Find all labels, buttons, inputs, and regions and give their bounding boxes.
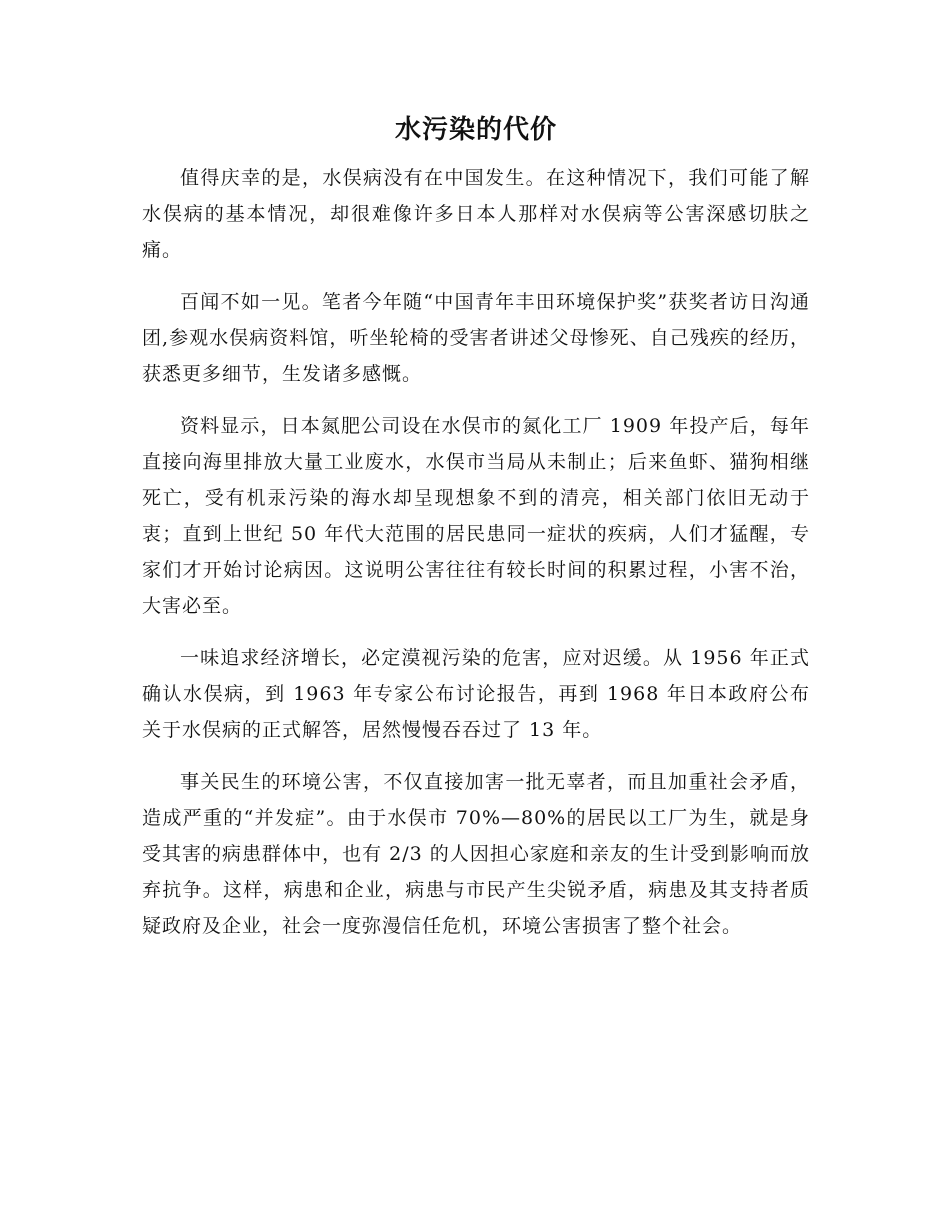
paragraph-4: 一味追求经济增长，必定漠视污染的危害，应对迟缓。从 1956 年正式确认水俣病，到 1963 年专家公布讨论报告，再到 1968 年日本政府公布关于水俣病的正式解答，居然慢慢吞吞过了 13 年。 — [142, 647, 810, 741]
document-body — [142, 108, 810, 960]
paragraph-3: 资料显示，日本氮肥公司设在水俣市的氮化工厂 1909 年投产后，每年直接向海里排放大量工业废水，水俣市当局从未制止；后来鱼虾、猫狗相继死亡，受有机汞污染的海水却呈现想象不到的清亮，相关部门依旧无动于衷；直到上世纪 50 年代大范围的居民患同一症状的疾病，人们才猛醒，专家们才开始讨论病因。这说明公害往往有较长时间的积累过程，小害不治，大害必至。 — [142, 415, 810, 617]
paragraph-5: 事关民生的环境公害，不仅直接加害一批无辜者，而且加重社会矛盾，造成严重的“并发症”。由于水俣市 70%—80%的居民以工厂为生，就是身受其害的病患群体中，也有 2/3 的人因担心家庭和亲友的生计受到影响而放弃抗争。这样，病患和企业，病患与市民产生尖锐矛盾，病患及其支持者质疑政府及企业，社会一度弥漫信任危机，环境公害损害了整个社会。 — [142, 771, 810, 937]
paragraph-1: 值得庆幸的是，水俣病没有在中国发生。在这种情况下，我们可能了解水俣病的基本情况，却很难像许多日本人那样对水俣病等公害深感切肤之痛。 — [142, 167, 810, 261]
document-title: 水污染的代价 — [394, 115, 557, 145]
paragraph-2: 百闻不如一见。笔者今年随“中国青年丰田环境保护奖”获奖者访日沟通团,参观水俣病资料馆，听坐轮椅的受害者讲述父母惨死、自己残疾的经历，获悉更多细节，生发诸多感慨。 — [142, 291, 810, 385]
